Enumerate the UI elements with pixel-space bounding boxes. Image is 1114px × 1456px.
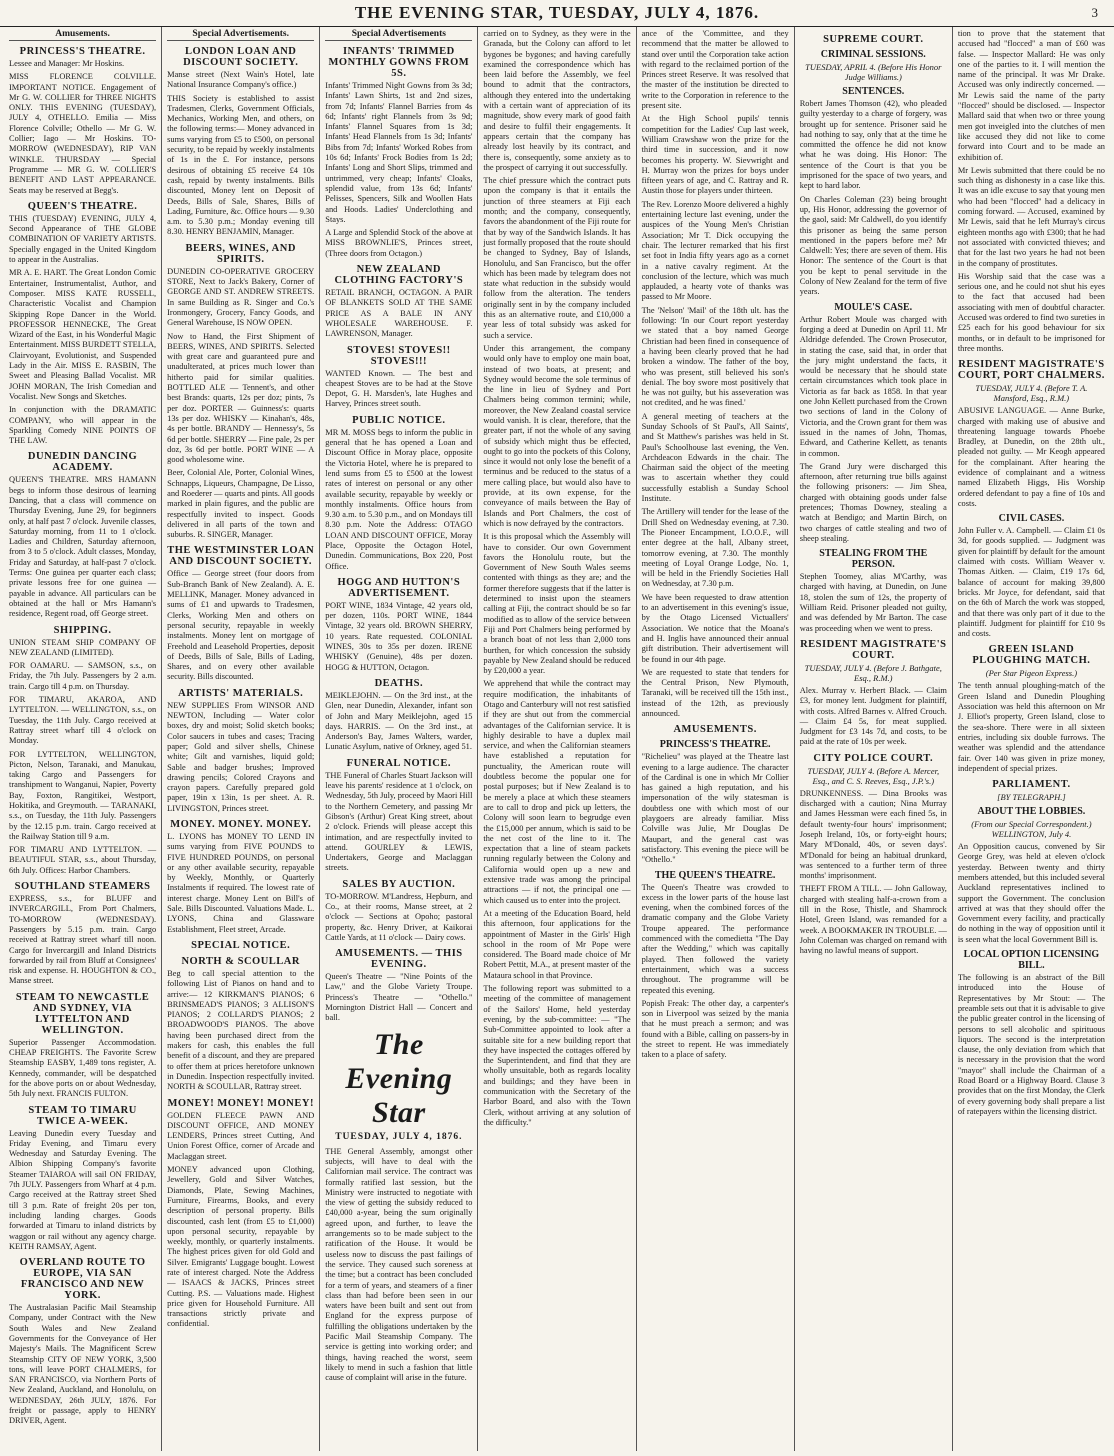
section-heading: INFANTS' TRIMMED MONTHLY GOWNS FROM 5S. bbox=[328, 46, 470, 79]
newspaper-column bbox=[953, 27, 1110, 1451]
article-paragraph: The Grand Jury were discharged this afternoon, after returning true bills against the following prisoners: — Jim Shea, charged with obtaining goods under false pretences; Thomas Downey, stealing a watch at Bendigo; and Martin Birch, on two charges of cattle stealing and two of sheep stealing. bbox=[799, 461, 947, 543]
article-paragraph: The tenth annual ploughing-match of the Green Island and Dunedin Ploughing Association was held this afternoon on Mr J. Elliot's property, Green Island, close to the sea-shore. There were in all sixteen entries, including six double furrows. The weather was splendid and the attendance fair. Over 140 was given in prize money, independent of special prizes. bbox=[957, 681, 1105, 773]
article-paragraph: At the High School pupils' tennis competition for the Ladies' Cup last week, William Crawshaw won the prize for the third time in succession, and it now becomes his property. W. Sievwright and H. Murray won the prizes for boys under fifteen years of age, and C. Rattray and R. Austin those for players under thirteen. bbox=[641, 114, 789, 196]
article-paragraph: The chief pressure which the contract puts upon the company is that it entails the junction of three steamers at Fiji each month; and the company, consequently, favors the abandonment of the Fiji route for that by way of the Sandwich Islands. It has just formally proposed that the route should be changed to Sydney, Bay of Islands, Honolulu, and San Francisco, but the offer which has been made by telegram does not state what reduction in the subsidy would follow from the alteration. The tenders originally sent in by the company included this as an alternative route, and £10,000 a year less of total subsidy was asked for such a service. bbox=[483, 176, 631, 340]
article-paragraph: A general meeting of teachers at the Sunday Schools of St Paul's, All Saints', and St Matthew's parishes was held in St. Paul's Schoolhouse last evening, the Ven. Archdeacon Edwards in the chair. The Chairman said the object of the meeting was to ascertain whether they could successfully establish a Sunday School Institute. bbox=[641, 411, 789, 504]
article-subheading: (From our Special Correspondent.) WELLINGTON, July 4. bbox=[971, 819, 1092, 840]
article-paragraph: Mr Lewis submitted that there could be no such thing as dishonesty in a case like this. It was an idle excuse to say that young men who had been "flocced" had a delicacy in coming forward. — Accused, examined by Mr Lewis, said that he left Murray's circus eighteen months ago with £300; that he had not associated with convicted thieves; and that for the last two years he had not been in the company of prostitutes. bbox=[957, 165, 1105, 268]
article-paragraph: Popish Freak: The other day, a carpenter's son in Liverpool was seized by the mania that he must preach a sermon; and was found with a Bible, calling on passers-by in the street to repent. He was immediately taken to a place of safety. bbox=[641, 998, 789, 1060]
section-heading: MONEY. MONEY. MONEY. bbox=[170, 819, 312, 830]
article-paragraph: The following is an abstract of the Bill introduced into the House of Representatives by Mr Stout: — The preamble sets out that it is advisable to give the public greater control in the licensing of persons to sell alcoholic and spirituous liquors. The second is the interpretation clause, the only deviation from which that is necessary in the provision that the word "mayor" shall include the Chairman of a Road Board or a Highway Board. Clause 3 provides that on the first Monday, the Clerk of every governing body shall prepare a list of ratepayers within the licensing district. bbox=[957, 973, 1105, 1116]
section-heading: PRINCESS'S THEATRE. bbox=[19, 46, 146, 57]
column-heading: Special Advertisements. bbox=[167, 29, 314, 41]
section-heading: STEAM TO NEWCASTLE AND SYDNEY, VIA LYTTELTON AND WELLINGTON. bbox=[15, 991, 150, 1036]
article-paragraph: EXPRESS, s.s., for BLUFF and INVERCARGILL, From Port Chalmers, TO-MORROW (WEDNESDAY). Passengers by 5.15 p.m. train. Cargo received at Rattray street wharf till noon. Cargo for Invercargill and Inland Districts forwarded by rail from Bluff at Consignees' risk and expense. H. HOUGHTON & CO., Manse street. bbox=[9, 894, 157, 986]
article-paragraph: THEFT FROM A TILL. — John Galloway, charged with stealing half-a-crown from a till in the Rose, Thistle, and Shamrock Hotel, Green Island, was remanded for a week. A BOOKMAKER IN TROUBLE. — John Coleman was charged on remand with having no lawful means of support. bbox=[799, 884, 947, 956]
section-heading: RESIDENT MAGISTRATE'S COURT. bbox=[800, 638, 947, 661]
section-heading: SHIPPING. bbox=[53, 624, 112, 636]
newspaper-column bbox=[795, 27, 953, 1451]
article-paragraph: FOR TIMARU AND LYTTELTON. — BEAUTIFUL STAR, s.s., about Thursday, 6th July. Offices: Harbor Chambers. bbox=[9, 845, 157, 875]
column-heading: Special Advertisements bbox=[325, 29, 472, 41]
article-paragraph: THIS (TUESDAY) EVENING, JULY 4, Second Appearance of THE GLOBE COMBINATION OF VARIETY ARTISTS. Specially engaged in the United Kingdom to appear in the Australias. bbox=[9, 213, 157, 265]
article-heading: SENTENCES. bbox=[842, 86, 905, 97]
newspaper-columns bbox=[4, 27, 1110, 1451]
article-paragraph: MEIKLEJOHN. — On the 3rd inst., at the Glen, near Dunedin, Alexander, infant son of John and Mary Meiklejohn, aged 15 days. HARRIS. — On the 3rd inst., at Anderson's Bay, James Walters, warder, Lunatic Asylum, native of Orkney, aged 51. bbox=[325, 690, 473, 752]
article-paragraph: tion to prove that the statement that accused had "flocced" a man of £60 was false. — Inspector Mallard: He was only one of the parties to it. I will mention the name of the principal. It was Mr Drake. Accused was only indirectly concerned. — Mr Lewis said the name of the party "flocced" should be disclosed. — Inspector Mallard said that when two or three young men got inveigled into the clutches of men like accused they did not like to come forward into Court and to be made an exhibition of. bbox=[957, 29, 1105, 162]
article-paragraph: Superior Passenger Accommodation. CHEAP FREIGHTS. The Favorite Screw Steamship EASBY, 1,489 tons register, A. Kennedy, commander, will be despatched for the above ports on or about Wednesday, 5th July next. FRANCIS FULTON. bbox=[9, 1037, 157, 1099]
newspaper-title: THE EVENING STAR, TUESDAY, JULY 4, 1876. bbox=[354, 3, 760, 22]
article-paragraph: FOR OAMARU. — SAMSON, s.s., on Friday, the 7th July. Passengers by 2 a.m. train. Cargo till 4 p.m. on Thursday. bbox=[9, 661, 157, 691]
section-heading: CITY POLICE COURT. bbox=[813, 752, 934, 764]
column-heading: Amusements. bbox=[9, 29, 156, 41]
article-subheading: TUESDAY, APRIL 4. (Before His Honor Judge Williams.) bbox=[805, 62, 942, 82]
section-heading: GREEN ISLAND PLOUGHING MATCH. bbox=[972, 644, 1091, 667]
section-heading: MONEY! MONEY! MONEY! bbox=[167, 1097, 314, 1109]
article-paragraph: GOLDEN FLEECE PAWN AND DISCOUNT OFFICE, AND MONEY LENDERS, Princes street Cutting, And Union Forest Office, corner of Arcade and Maclaggan street. bbox=[167, 1110, 315, 1161]
section-heading: STOVES! STOVES!! STOVES!!! bbox=[347, 344, 451, 367]
article-paragraph: Queen's Theatre — "Nine Points of the Law," and the Globe Variety Troupe. Princess's Theatre — "Othello." Mornington District Hall — Concert and ball. bbox=[325, 972, 473, 1023]
article-paragraph: A Large and Splendid Stock of the above at MISS BROWNLIE'S, Princes street, (Three doors from Octagon.) bbox=[325, 228, 473, 258]
article-paragraph: The Australasian Pacific Mail Steamship Company, under Contract with the New South Wales and New Zealand Governments for the Conveyance of Her Majesty's Mails. The Magnificent Screw Steamship CITY OF NEW YORK, 3,500 tons, will leave PORT CHALMERS, for SAN FRANCISCO, via Northern Ports of New Zealand, Auckland, and Honolulu, on WEDNESDAY, 26th JULY, 1876. For freight or passage, apply to HENRY DRIVER, Agent. bbox=[9, 1303, 157, 1426]
article-heading: MOULE'S CASE. bbox=[834, 301, 913, 313]
section-heading: ARTISTS' MATERIALS. bbox=[178, 687, 304, 699]
article-paragraph: In conjunction with the DRAMATIC COMPANY, who will appear in the Sparkling Comedy NINE POINTS OF THE LAW. bbox=[9, 405, 157, 446]
article-paragraph: At a meeting of the Education Board, held this afternoon, four applications for the appointment of Master in the Girls' High school in the room of Mr Pope were considered. The Board made choice of Mr Robert Pettit, M.A., at present master of the Mataura school in that Province. bbox=[483, 908, 631, 980]
article-paragraph: The Rev. Lorenzo Moore delivered a highly entertaining lecture last evening, under the auspices of the Young Men's Christian Association; Mr T. Dick occupying the chair. The lecturer remarked that his first set foot in India fifty years ago as a cornet in a native cavalry regiment. At the conclusion of the lecture, which was much applauded, a hearty vote of thanks was passed to Mr Moore. bbox=[641, 199, 789, 302]
article-paragraph: NEW SUPPLIES From WINSOR AND NEWTON, Including — Water color boxes, dry and moist; Solid sketch books; Color saucers in tubes and cases; Tracing paper; Gold and silver shells, Chinese white; Gilt and varnishes, liquid gold; Sable and badger brushes; Improved drawing pencils; Colored Crayons and crayon papers. Carefully prepared gold paper, 19in x 13in, 1s per sheet. A. R. LIVINGSTON, Princes street. bbox=[167, 700, 315, 813]
article-paragraph: Manse street (Next Wain's Hotel, late National Insurance Company's office.) bbox=[167, 70, 315, 90]
section-heading: RESIDENT MAGISTRATE'S COURT, PORT CHALMERS. bbox=[957, 359, 1105, 382]
section-heading: AMUSEMENTS. bbox=[673, 724, 757, 736]
article-paragraph: THE Funeral of Charles Stuart Jackson will leave his parents' residence at 1 o'clock, on Wednesday, 5th July, proceed by Maori Hill to the Northern Cemetery, and passing Mr Gibson's (Arthur) Great King street, about 2 o'clock. Friends will please accept this intimation, and are respectfully invited to attend. GOURLEY & LEWIS, Undertakers, George and Maclaggan streets. bbox=[325, 770, 473, 873]
article-heading: ABOUT THE LOBBIES. bbox=[977, 806, 1086, 818]
section-heading: SALES BY AUCTION. bbox=[342, 878, 456, 890]
section-heading: HOGG AND HUTTON'S ADVERTISEMENT. bbox=[337, 576, 461, 599]
article-paragraph: The Artillery will tender for the lease of the Drill Shed on Wednesday evening, at 7.30. The Pioneer Encampment, I.O.O.F., will enter degree at the hall, Albany street, tomorrow evening, at 7.30. The monthly meeting of Loyal Orange Lodge, No. 1, will be held in the Friendly Societies Hall on Wednesday, at 7.30 p.m. bbox=[641, 507, 789, 589]
article-paragraph: TO-MORROW. M'Landress, Hepburn, and Co., at their rooms, Manse street, at 2 o'clock — Sections at Opoho; pastoral property, &c. Henry Driver, at Kaikorai Cattle Yards, at 11 o'clock — Dairy cows. bbox=[325, 891, 473, 942]
article-paragraph: DUNEDIN CO-OPERATIVE GROCERY STORE, Next to Jack's Bakery, Corner of GEORGE AND ST. ANDREW STREETS. In same Building as R. Singer and Co.'s Ironmongery, Grocery, Fancy Goods, and General Warehouse, IS NOW OPEN. bbox=[167, 266, 315, 328]
article-paragraph: Beg to call special attention to the following List of Pianos on hand and to arrive:— 12 KIRKMAN'S PIANOS; 6 BRINSMEAD'S PIANOS; 3 ALLISON'S PIANOS; 2 COLLARD'S PIANOS; 2 BROADWOOD'S PIANOS. The above having been purchased direct from the makers for cash, this enables the full benefit of a discount, and they are prepared to offer them at prices heretofore unknown in Dunedin. Inspection respectfully invited. NORTH & SCOULLAR, Rattray street. bbox=[167, 968, 315, 1092]
article-paragraph: FOR TIMARU, AKAROA, AND LYTTELTON. — WELLINGTON, s.s., on Tuesday, the 11th July. Cargo received at Rattray street wharf till 4 o'clock on Monday. bbox=[9, 695, 157, 746]
article-paragraph: ance of the 'Committee, and they recommend that the matter be allowed to stand over until the Corporation take action with regard to the reclaimed portion of the Princes street Reserve. It was resolved that the master of the institution be directed to write to the Corporation in reference to the present site. bbox=[641, 29, 789, 111]
article-paragraph: His Worship said that the case was a serious one, and he could not shut his eyes to the fact that accused had been associating with men of doubtful character. Accused was ordered to find two sureties in £25 each for his good behaviour for six months, or in default to be imprisoned for three months. bbox=[957, 271, 1105, 353]
article-paragraph: RETAIL BRANCH, OCTAGON. A PAIR OF BLANKETS SOLD AT THE SAME PRICE AS A BALE IN ANY WHOLESALE WAREHOUSE. F. LAWRENSON, Manager. bbox=[325, 288, 473, 339]
article-paragraph: THE General Assembly, amongst other subjects, will have to deal with the Californian mail service. The contract was formally ratified last session, but the Ministry were instructed to negotiate with the view of getting the subsidy reduced to £40,000 a-year, being the sum originally agreed upon, and further, to leave the arrangements so to be made subject to the ratification of the House. It would be useless now to discuss the past failings of the service. They caused such soreness at the time; but a contract has been concluded for a term of years, and steamers of a finer class than had before been seen in our waters have been built and sent out from England for the express purpose of fulfilling the obligations undertaken by the Pacific Mail Steamship Company. The service is getting into working order; and things, having reached the worst, seem likely to mend in such a fashion that little cause of complaint will arise in the future. bbox=[325, 1146, 473, 1383]
section-heading: QUEEN'S THEATRE. bbox=[27, 200, 138, 212]
article-paragraph: UNION STEAM SHIP COMPANY OF NEW ZEALAND (LIMITED). bbox=[9, 637, 157, 657]
article-heading: STEALING FROM THE PERSON. bbox=[819, 548, 928, 571]
article-paragraph: THIS Society is established to assist Tradesmen, Clerks, Government Officials, Mechanics, Working Men, and others, on the following terms:— Money advanced in sums varying from £5 to £500, on personal security, to be repaid by weekly instalments of 1s in the £. For instance, persons desirous of obtaining £5 receive £4 10s cash, repaid by twenty instalments. Bills discounted, Money lent on Deposit of Deeds, Bills of Sale, Shares, Bills of Lading, Furniture, &c. Office hours — 9.30 a.m. to 5.30 p.m.; Monday evening till 8.30. HENRY BENJAMIN, Manager. bbox=[167, 93, 315, 237]
article-heading: PRINCESS'S THEATRE. bbox=[659, 739, 771, 751]
article-paragraph: Leaving Dunedin every Tuesday and Friday Evening, and Timaru every Wednesday and Saturday Evening. The Albion Shipping Company's favorite Steamer TAIAROA will sail ON FRIDAY, 7th JULY. Passengers from Wharf at 4 p.m. Cargo received at the Rattray street Shed till 3 p.m. Rate of freight 20s per ton, including landing charges. Goods forwarded at Timaru to inland districts by waggon or rail without any agency charge. KEITH RAMSAY, Agent. bbox=[9, 1128, 157, 1251]
article-paragraph: ABUSIVE LANGUAGE. — Anne Burke, charged with making use of abusive and threatening language towards Phoebe Bradley, at Dunedin, on the 28th ult., pleaded not guilty. — Mr Keogh appeared for the complainant. After hearing the evidence of complainant and a witness named Elizabeth Higgs, His Worship ordered defendant to pay a fine of 10s and costs. bbox=[957, 406, 1105, 508]
article-paragraph: We are requested to state that tenders for the Central Prison, New Plymouth, Taranaki, will be received till the 15th inst., instead of the 12th, as previously announced. bbox=[641, 667, 789, 718]
article-paragraph: "Richelieu" was played at the Theatre last evening to a large audience. The character of the Cardinal is one in which Mr Collier has gained a high reputation, and his impersonation of the wily statesman is doubtless one with which most of our playgoers are already familiar. Miss Colville was Julie, Mr Douglas De Maupart, and the general cast was satisfactory. This evening the piece will be "Othello." bbox=[641, 752, 789, 865]
section-heading: SPECIAL NOTICE. bbox=[191, 939, 291, 951]
section-heading: SOUTHLAND STEAMERS bbox=[14, 881, 151, 893]
article-paragraph: Arthur Robert Moule was charged with forging a deed at Dunedin on April 11. Mr Aldridge defended. The Crown Prosecutor, in stating the case, said that, in order that the jury might understand the facts, it would be necessary that he should state certain circumstances which took place in Victoria as far back as 1858. In that year one John Kellett purchased from the Crown two sections of land in the Colony of Victoria, and the Crown grant for them was issued in the names of John, Thomas, Edward, and Catherine Kellett, as tenants in common. bbox=[799, 314, 947, 458]
section-heading: STEAM TO TIMARU TWICE A-WEEK. bbox=[28, 1104, 137, 1127]
section-heading: PUBLIC NOTICE. bbox=[352, 414, 446, 426]
article-paragraph: Alex. Murray v. Herbert Black. — Claim £3, for money lent. Judgment for plaintiff, with costs. Alfred Barnes v. Alfred Crouch. — Claim £4 5s, for meat supplied. Judgment for £3 14s 7d, and costs, to be paid at the rate of 10s per week. bbox=[799, 685, 947, 747]
article-paragraph: FOR LYTTELTON, WELLINGTON, Picton, Nelson, Taranaki, and Manukau, taking Cargo and Passengers for transhipment to Wanganui, Napier, Poverty Bay, Foxton, Rangitikei, Westport, Hokitika, and Greymouth. — TARANAKI, s.s., on Tuesday, the 11th July. Passengers by the 12.15 p.m. train. Cargo received at the Railway Station till 9 a.m. bbox=[9, 749, 157, 841]
section-heading: NORTH & SCOULLAR bbox=[181, 955, 300, 967]
section-heading: DUNEDIN DANCING ACADEMY. bbox=[27, 451, 138, 474]
section-heading: LONDON LOAN AND DISCOUNT SOCIETY. bbox=[183, 46, 299, 68]
section-heading: SUPREME COURT. bbox=[823, 34, 924, 45]
article-paragraph: We apprehend that while the contract may require modification, the inhabitants of Otago and Canterbury will not rest satisfied if they are shut out from the commercial advantages of the Californian service. It is highly desirable to have a duplex mail service, and when the Californian steamers have established a reputation for punctuality, the American route will doubtless become the popular one for postal purposes; but if New Zealand is to be merely a place at which these steamers are to call to drop and pick up letters, the Colony will soon learn to begrudge even the £15,000 per annum, which is said to be the net cost of the line to it. The expectation that a line of steam packets running regularly between the Colony and California would open up a new and extensive trade was among the principal attractions — if not, the principal one — which caused us to enter into the project. bbox=[483, 679, 631, 905]
article-heading: CIVIL CASES. bbox=[998, 513, 1065, 525]
page-number: 3 bbox=[1091, 5, 1098, 20]
article-paragraph: L. LYONS has MONEY TO LEND IN sums varying from FIVE POUNDS to FIVE HUNDRED POUNDS, on personal or any other available security, repayable by Weekly, Monthly, or Quarterly Instalments if required. The lowest rate of interest charge. Money Lent on Bill's of Sale. Bills Discounted. Valuations Made. L. LYONS, China and Glassware Establishment, Fleet street, Arcade. bbox=[167, 832, 315, 934]
article-paragraph: It is this proposal which the Assembly will have to consider. Our own Government favors the Honolulu route, but the Government of New South Wales seems contented with things as they are; and the former therefore suggests that if the latter is determined to insist upon the steamers calling at Fiji, the contract should be so far modified as to allow of the service between Fiji and Port Chalmers being performed by a branch boat of not less than 2,000 tons burthen, for which concession the subsidy payable by New Zealand should be reduced by £20,000 a year. bbox=[483, 532, 631, 676]
article-paragraph: John Fuller v. A. Campbell. — Claim £1 0s 3d, for goods supplied. — Judgment was given for plaintiff by default for the amount claimed with costs. William Weaver v. Thomas Aitken. — Claim, £19 17s 6d, balance of account for making 39,800 bricks. Mr Joyce, for defendant, said that on the 6th of March the work was stopped, and that there was only part of it due to the plaintiff. Judgment for plaintiff for £10 9s and costs. bbox=[957, 526, 1105, 639]
article-paragraph: DRUNKENNESS. — Dina Brooks was discharged with a caution; Nina Murray and James Hessman were each fined 5s, in default twenty-four hours' imprisonment; Joseph Ireland, 10s, or forty-eight hours; Mary M'Donald, 40s, or seven days'. M'Donald for being an habitual drunkard, was sentenced to a further term of three months' imprisonment. bbox=[799, 788, 947, 881]
article-subheading: (Per Star Pigeon Express.) bbox=[985, 668, 1078, 679]
article-paragraph: MISS FLORENCE COLVILLE. IMPORTANT NOTICE. Engagement of Mr G. W. COLLIER for THREE NIGHTS ONLY. THIS EVENING (TUESDAY), JULY 4, OTHELLO. Emilia — Miss Florence Colville; Othello — Mr G. W. Collier; Iago — Mr Hoskins. TO-MORROW (WEDNESDAY), RIP VAN WINKLE. THURSDAY — Special Programme — MR G. W. COLLIER'S BENEFIT AND LAST APPEARANCE. Seats may be reserved at Begg's. bbox=[9, 72, 157, 195]
article-subheading: [BY TELEGRAPH.] bbox=[997, 792, 1066, 803]
article-paragraph: Lessee and Manager: Mr Hoskins. bbox=[9, 59, 125, 68]
editorial-dateline: TUESDAY, JULY 4, 1876. bbox=[335, 1131, 463, 1142]
page-masthead bbox=[0, 0, 1114, 27]
section-heading: OVERLAND ROUTE TO EUROPE, VIA SAN FRANCISCO AND NEW YORK. bbox=[19, 1257, 146, 1302]
article-paragraph: MR A. E. HART. The Great London Comic Entertainer, Instrumentalist, Author, and Composer. MISS KATE RUSSELL, Characteristic Vocalist and Champion Skipping Rope Dancer in the World. PROFESSOR HENNECKE, The Great Wizard of the East, in his Wonderful Magic Entertainment. MISS BURDETT STELLA, Clairvoyant, Evolutionist, and Suspended Lady in the Air. MISS E. RASBIN, The Sweet and Pleasing Ballad Vocalist. MR JOHN MORAN, The Irish Comedian and Vocalist. New Songs and Sketches. bbox=[9, 268, 157, 401]
article-paragraph: MR M. MOSS begs to inform the public in general that he has opened a Loan and Discount Office in Moray place, opposite the Victoria Hotel, where he is prepared to lend sums from £5 to £500 at the lowest rates of interest on personal or any other available security, repayable by weekly or monthly instalments. Office hours from 9.30 a.m. to 5.30 p.m., and on Mondays till 8.30 p.m. Note the Address: OTAGO LOAN AND DISCOUNT OFFICE, Moray Place, Opposite the Octagon Hotel, Dunedin. Communications, Box 220, Post Office. bbox=[325, 427, 473, 571]
article-paragraph: PORT WINE, 1834 Vintage, 42 years old, per dozen, 110s. PORT WINE, 1844 Vintage, 32 years old. BROWN SHERRY, 10 years. Rate requested. COLONIAL WINES, 30s to 35s per dozen. IRENE WHISKY (Genuine), 48s per dozen. HOGG & HUTTON, Octagon. bbox=[325, 600, 473, 672]
section-heading: THE WESTMINSTER LOAN AND DISCOUNT SOCIETY. bbox=[167, 545, 315, 568]
article-paragraph: Now to Hand, the First Shipment of BEERS, WINES, AND SPIRITS. Selected with great care and guaranteed pure and unadulterated, at prices much lower than hitherto paid for similar qualities. BOTTLED ALE — Tennent's, and other best Brands: quarts, 12s per doz; pints, 7s per doz. PORTER — Guinness's: quarts 13s per doz. WHISKY — Kinahan's, 48s, 4s per bottle. BRANDY — Hennessy's, 5s 6d per bottle. SHERRY — Fine pale, 2s per doz, 3s 6d per bottle. PORT WINE — A good wholesome wine. bbox=[167, 331, 315, 465]
newspaper-column bbox=[478, 27, 636, 1451]
newspaper-column bbox=[4, 27, 162, 1451]
article-heading: LOCAL OPTION LICENSING BILL. bbox=[963, 949, 1100, 972]
section-heading: DEATHS. bbox=[374, 677, 424, 689]
article-heading: CRIMINAL SESSIONS. bbox=[820, 49, 926, 60]
section-heading: PARLIAMENT. bbox=[992, 779, 1071, 791]
article-heading: THE QUEEN'S THEATRE. bbox=[654, 869, 776, 881]
section-heading: NEW ZEALAND CLOTHING FACTORY'S bbox=[334, 264, 464, 287]
article-paragraph: Office — George street (four doors from Sub-Branch Bank of New Zealand). A. E. MELLINK, Manager. Money advanced in sums of £1 and upwards to Tradesmen, Clerks, Working Men and others on personal security, repayable in weekly instalments. Money lent on mortgage of Freehold and Leasehold Properties, deposit of Deeds, Bills of Sale, Bills of Lading, Shares, and on every other available security. Bills discounted. bbox=[167, 569, 315, 682]
article-paragraph: carried on to Sydney, as they were in the Granada, but the Colony can afford to let bygones be bygones; and having carefully examined the correspondence which has been laid before the Assembly, we feel bound to admit that the contractors, although they entered into the undertaking with a certain want of appreciation of its magnitude, show every mark of good faith and desire to fulfil their engagements. It appears certain that the company has already lost heavily by its contract, and there is, consequently, some anxiety as to the prospect of carrying it out successfully. bbox=[483, 29, 631, 172]
article-paragraph: We have been requested to draw attention to an advertisement in this evening's issue, by the Otago Licensed Victuallers' Association. We notice that the Moana's and H. Inglis have announced their annual gift distribution. Their advertisement will be found in our 4th page. bbox=[641, 592, 789, 664]
article-paragraph: Stephen Toomey, alias M'Carthy, was charged with having, at Dunedin, on June 18, stolen the sum of 12s, the property of William Reid. Prisoner pleaded not guilty, and was defended by Mr Barton. The case was proceeding when we went to press. bbox=[799, 572, 947, 633]
article-paragraph: On Charles Coleman (23) being brought up, His Honor, addressing the governor of the gaol, said: Mr Caldwell, do you identify this prisoner as being the same person mentioned in the papers before me? Mr Caldwell: Yes; there are seven of them. His Honor: The sentence of the Court is that you be kept to penal servitude in the Colony of New Zealand for the term of five years. bbox=[799, 194, 947, 297]
article-paragraph: An Opposition caucus, convened by Sir George Grey, was held at eleven o'clock yesterday. Between twenty and thirty members attended, but this included several Auckland representatives inclined to support the Government. The conclusion arrived at was that they should offer the Government every facility, and practically do nothing in the way of opposition until it is seen what the local Government Bill is. bbox=[957, 842, 1105, 944]
article-subheading: TUESDAY, JULY 4. (Before J. Bathgate, Esq., R.M.) bbox=[804, 662, 942, 683]
article-paragraph: MONEY advanced upon Clothing, Jewellery, Gold and Silver Watches, Diamonds, Plate, Sewing Machines, Furniture, Firearms, Books, and every description of personal property. Bills discounted, cash lent (from £5 to £1,000) upon personal security, repayable by weekly, monthly, or quarterly instalments. The highest prices given for old Gold and Silver. Emigrants' Luggage bought. Lowest rate of interest charged. Note the Address — ISAACS & JACKS, Princes street Cutting. P.S. — Valuations made. Highest price given for Household Furniture. All transactions strictly private and confidential. bbox=[167, 1165, 315, 1329]
newspaper-column bbox=[162, 27, 320, 1451]
section-heading: BEERS, WINES, AND SPIRITS. bbox=[185, 242, 296, 265]
article-paragraph: WANTED Known. — The best and cheapest Stoves are to be had at the Stove Depot, G. H. Marsden's, late Hughes and Harvey, Princes street south. bbox=[325, 368, 473, 409]
article-paragraph: Infants' Trimmed Night Gowns from 3s 3d; Infants' Lawn Shirts, 1st and 2nd sizes, from 7d; Infants' Flannel Barries from 4s 6d; Infants' right Flannels from 3s 9d; Infants' Flannel Squares from 1s 3d; Infants' Head Flannels from 1s 3d; Infants' Bibs from 7d; Infants' Worked Robes from 10s 6d; Infants' Frock Bodies from 1s 2d; Infants' Long and Short Slips, trimmed and untrimmed, very cheap; Infants' Cloaks, splendid value, from 13s 6d; Infants' Pelisses, Spencers, Silk and Woollen Hats and Hoods. Ladies' Underclothing and Stays. bbox=[325, 81, 473, 224]
article-paragraph: The Queen's Theatre was crowded to excess in the lower parts of the house last evening, when the combined forces of the dramatic company and the Globe Variety Troupe appeared. The performance commenced with the comedietta "The Day after the Wedding," which was capitally played. Then followed the variety entertainment, which was a success throughout. The programme will be repeated this evening. bbox=[641, 882, 789, 995]
article-paragraph: Under this arrangement, the company would only have to employ one main boat, instead of two boats, at present; and Sydney would become the sole terminus of the line in lieu of Sydney and Port Chalmers being common termini; while, moreover, the New Zealand coastal service would vanish. It is clear, therefore, that the greater part, if not the whole of any saving of subsidy which might thus be effected, ought to go into the pockets of this Colony, since it would not only lose the benefit of a terminus and be reduced to the status of a mere calling place, but would also have to provide, at its own expense, for the conveyance of mails between the Bay of Islands and Port Chalmers, the cost of which is now defrayed by the contractors. bbox=[483, 343, 631, 528]
article-subheading: TUESDAY, JULY 4. (Before T. A. Mansford, Esq., R.M.) bbox=[975, 383, 1088, 404]
article-paragraph: The following report was submitted to a meeting of the committee of management of the Sailors' Home, held yesterday evening, by the sub-committee: — "The Sub-Committee appointed to look after a suitable site for a new building report that they have inspected the cottages offered by the Superintendent, and find that they are wholly unsuitable, both as regards locality and buildings; and they have been in communication with the Secretary of the Harbor Board, and also with the Town Clerk, without arriving at any solution of the difficulty." bbox=[483, 984, 631, 1127]
editorial-nameplate: The Evening Star bbox=[345, 1027, 453, 1129]
section-heading: AMUSEMENTS. — THIS EVENING. bbox=[335, 948, 463, 971]
section-heading: FUNERAL NOTICE. bbox=[346, 757, 452, 769]
newspaper-column bbox=[637, 27, 795, 1451]
newspaper-column bbox=[320, 27, 478, 1451]
article-paragraph: Beer, Colonial Ale, Porter, Colonial Wines, Schnapps, Liqueurs, Champagne, De Lisso, and Roederer — quarts and pints. All goods marked in plain figures, and the public are respectfully invited to inspect. Goods delivered in all parts of the town and suburbs. R. SINGER, Manager. bbox=[167, 468, 315, 540]
article-paragraph: Robert James Thomson (42), who pleaded guilty yesterday to a charge of forgery, was brought up for sentence. Prisoner said he had nothing to say, only that at the time he committed the offence he did not know what he was doing. His Honor: The sentence of the Court is that you be imprisoned for the space of two years, and kept to hard labor. bbox=[799, 99, 947, 191]
article-paragraph: The 'Nelson' 'Mail' of the 18th ult. has the following: 'In our Court report yesterday we stated that a boy named George Christian had been fined in consequence of a having been clearly proved that he had broken a window. The father of the boy, who was present, still believed his son's denial. The boy swore most positively that he was not guilty, but his asseveration was not credited, and he was fined.' bbox=[641, 305, 789, 408]
article-paragraph: QUEEN'S THEATRE. MRS HAMANN begs to inform those desirous of learning Dancing, that a class will commence on Thursday Evening, June 29, for beginners only, at half past 7 o'clock. Juvenile classes, Saturday morning, from 11 to 1 o'clock. Ladies and Children, Saturday afternoon, from 3 to 5 o'clock. Adult classes, Monday, Friday and Saturday, at half-past 7 o'clock. Terms: One guinea per quarter each class; private lessons free for one guinea — payable in advance. All particulars can be obtained at the hall or Mrs Hamann's residence, Regent road, off George street. bbox=[9, 475, 157, 619]
article-subheading: TUESDAY, JULY 4. (Before A. Mercer, Esq., and C. S. Reeves, Esq., J.P.'s.) bbox=[807, 765, 940, 786]
